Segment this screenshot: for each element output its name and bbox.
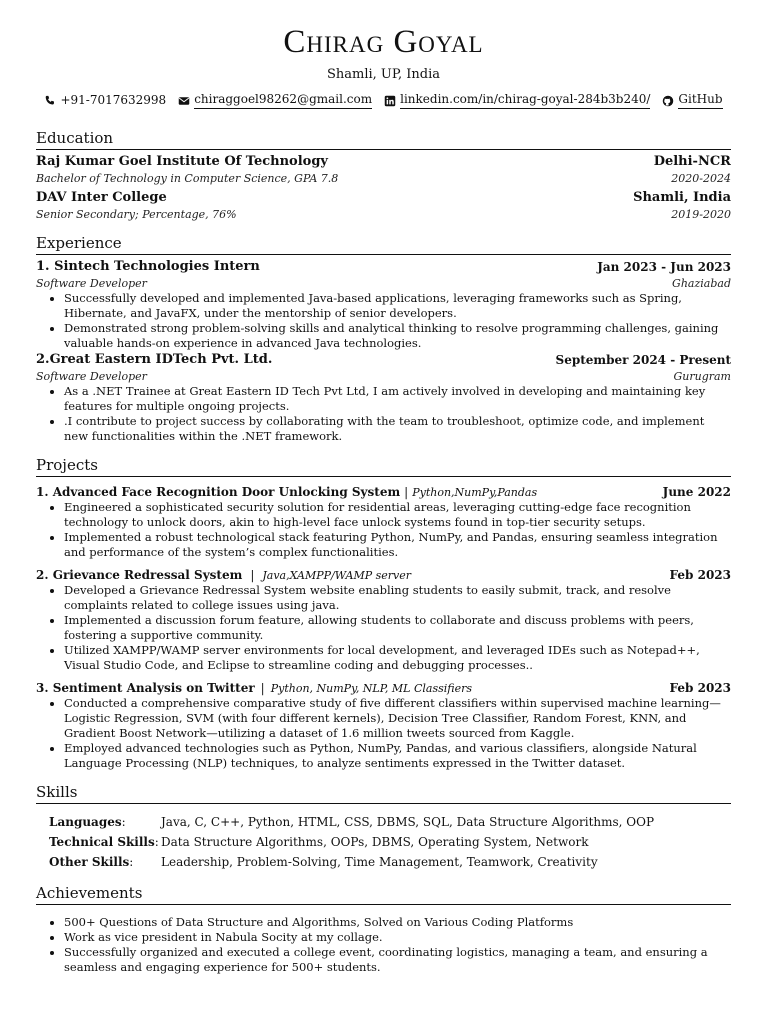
project-tech: Java,XAMPP/WAMP server <box>262 569 412 582</box>
bullet-item: • Conducted a comprehensive comparative study of five different classifiers within supervised machine learning—Logistic Regression, SVM (with four different kernels), Decision Tree Classifier, Random Forest, KNN, and Gradient Boost Network—utilizing a dataset of 1.6 million tweets sourced from Kaggle. <box>64 696 731 741</box>
bullet-item: • Successfully developed and implemented Java-based applications, leveraging frameworks such as Spring, Hibernate, and JavaFX, under the mentorship of senior developers. <box>64 291 731 321</box>
email-contact[interactable] <box>178 92 372 109</box>
job-role: Software Developer <box>36 370 147 383</box>
bullet-item: • Demonstrated strong problem-solving skills and analytical thinking to resolve programming challenges, gaining valuable hands-on experience in advanced Java technologies. <box>64 321 731 351</box>
bullet-list <box>36 696 731 771</box>
skills-list <box>36 812 731 872</box>
job-location: Gurugram <box>673 370 731 383</box>
bullet-item: • Implemented a robust technological stack featuring Python, NumPy, and Pandas, ensuring seamless integration and performance of the system’s complex functionalities. <box>64 530 731 560</box>
bullet-list <box>36 500 731 560</box>
linkedin-link[interactable]: linkedin.com/in/chirag-goyal-284b3b240/ <box>400 92 650 109</box>
degree: Bachelor of Technology in Computer Science, GPA 7.8 <box>36 172 339 185</box>
institution-name: DAV Inter College <box>36 190 167 205</box>
bullet-list <box>36 915 731 975</box>
education-entry <box>36 153 731 186</box>
education-entry <box>36 189 731 222</box>
bullet-item: • Implemented a discussion forum feature, allowing students to collaborate and discuss problems with peers, fostering a supportive community. <box>64 613 731 643</box>
skill-label: Languages <box>49 815 122 829</box>
company-name: 2.Great Eastern IDTech Pvt. Ltd. <box>36 352 273 367</box>
separator: | <box>250 568 255 582</box>
contact-row <box>36 92 731 109</box>
achievements-list <box>36 915 731 975</box>
project-date: June 2022 <box>662 485 731 499</box>
project-entry <box>36 485 731 560</box>
bullet-item: • Successfully organized and executed a college event, coordinating logistics, managing a team, and ensuring a seamless and engaging experience for 500+ students. <box>64 945 731 975</box>
skill-value: Data Structure Algorithms, OOPs, DBMS, Operating System, Network <box>161 835 589 849</box>
bullet-item: • Engineered a sophisticated security solution for residential areas, leveraging cutting-edge face recognition technology to unlock doors, akin to high-level face unlock systems found in top-tier security setups. <box>64 500 731 530</box>
achievements-heading: Achievements <box>36 884 731 905</box>
company-name: 1. Sintech Technologies Intern <box>36 259 260 274</box>
bullet-item: • 500+ Questions of Data Structure and Algorithms, Solved on Various Coding Platforms <box>64 915 731 930</box>
project-entry <box>36 568 731 673</box>
email-link[interactable]: chiraggoel98262@gmail.com <box>194 92 372 109</box>
phone-icon <box>44 95 56 107</box>
separator: | <box>260 681 265 695</box>
project-tech: Python, NumPy, NLP, ML Classifiers <box>270 682 473 695</box>
skill-value: Java, C, C++, Python, HTML, CSS, DBMS, SQL, Data Structure Algorithms, OOP <box>161 815 655 829</box>
bullet-item: • Work as vice president in Nabula Socity at my collage. <box>64 930 731 945</box>
institution-name: Raj Kumar Goel Institute Of Technology <box>36 154 328 169</box>
bullet-list <box>36 384 731 444</box>
github-link[interactable]: GitHub <box>678 92 722 109</box>
github-contact[interactable] <box>662 92 722 109</box>
bullet-item: • Utilized XAMPP/WAMP server environments for local development, and leveraged IDEs such as Notepad++, Visual Studio Code, and Eclipse to streamline coding and debugging processes.. <box>64 643 731 673</box>
education-dates: 2020-2024 <box>671 172 731 185</box>
linkedin-icon <box>384 95 396 107</box>
skill-row: Technical Skills: Data Structure Algorithms, OOPs, DBMS, Operating System, Network <box>49 832 731 852</box>
project-entry <box>36 681 731 771</box>
project-name: 1. Advanced Face Recognition Door Unlocking System <box>36 485 401 499</box>
separator: | <box>404 485 409 499</box>
phone-contact[interactable] <box>44 93 166 108</box>
skills-heading: Skills <box>36 783 731 804</box>
bullet-item: • Developed a Grievance Redressal System website enabling students to easily submit, track, and resolve complaints related to college issues using java. <box>64 583 731 613</box>
candidate-name: Chirag Goyal <box>283 24 484 60</box>
bullet-list <box>36 583 731 673</box>
experience-dates: September 2024 - Present <box>555 353 731 367</box>
skill-value: Leadership, Problem-Solving, Time Management, Teamwork, Creativity <box>161 855 598 869</box>
resume-page <box>36 0 731 975</box>
bullet-item: • As a .NET Trainee at Great Eastern ID Tech Pvt Ltd, I am actively involved in developing and maintaining key features for multiple ongoing projects. <box>64 384 731 414</box>
education-heading: Education <box>36 129 731 150</box>
bullet-item: • Employed advanced technologies such as Python, NumPy, Pandas, and various classifiers, alongside Natural Language Processing (NLP) techniques, to analyze sentiments expressed in the Twitter dataset. <box>64 741 731 771</box>
project-date: Feb 2023 <box>669 681 731 695</box>
experience-heading: Experience <box>36 234 731 255</box>
candidate-location: Shamli, UP, India <box>326 67 440 82</box>
experience-entry <box>36 258 731 351</box>
project-name: 3. Sentiment Analysis on Twitter <box>36 681 255 695</box>
degree: Senior Secondary; Percentage, 76% <box>36 208 237 221</box>
project-tech: Python,NumPy,Pandas <box>412 486 538 499</box>
linkedin-contact[interactable] <box>384 92 650 109</box>
project-name: 2. Grievance Redressal System <box>36 568 243 582</box>
project-date: Feb 2023 <box>669 568 731 582</box>
institution-location: Shamli, India <box>633 190 731 205</box>
envelope-icon <box>178 95 190 107</box>
skill-row: Languages: Java, C, C++, Python, HTML, CSS, DBMS, SQL, Data Structure Algorithms, OOP <box>49 812 731 832</box>
bullet-list <box>36 291 731 351</box>
job-role: Software Developer <box>36 277 147 290</box>
job-location: Ghaziabad <box>672 277 731 290</box>
projects-heading: Projects <box>36 456 731 477</box>
experience-entry <box>36 351 731 444</box>
experience-dates: Jan 2023 - Jun 2023 <box>597 260 731 274</box>
github-icon <box>662 95 674 107</box>
skill-label: Other Skills <box>49 855 130 869</box>
skill-label: Technical Skills <box>49 835 155 849</box>
phone-number: +91-7017632998 <box>60 93 167 107</box>
education-dates: 2019-2020 <box>671 208 731 221</box>
skill-row: Other Skills: Leadership, Problem-Solving, Time Management, Teamwork, Creativity <box>49 852 731 872</box>
bullet-item: • .I contribute to project success by collaborating with the team to troubleshoot, optimize code, and implement new functionalities within the .NET framework. <box>64 414 731 444</box>
institution-location: Delhi-NCR <box>653 154 731 169</box>
